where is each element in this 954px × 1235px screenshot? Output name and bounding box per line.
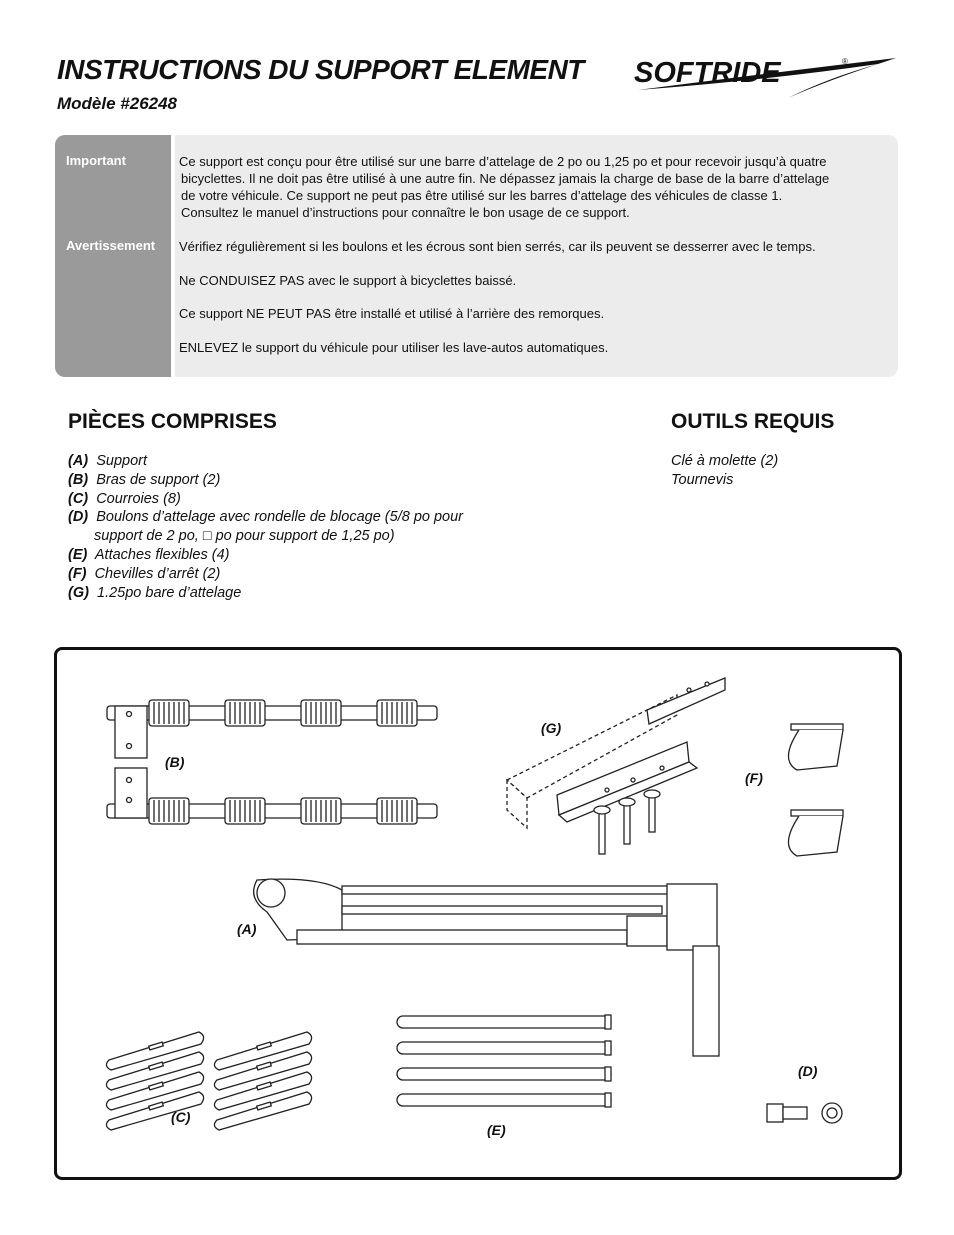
flexible-tie: [397, 1041, 611, 1055]
important-text: [179, 153, 893, 221]
parts-diagram: [54, 647, 902, 1180]
brand-wordmark: SOFTRIDE: [634, 57, 781, 89]
notice-sidebar: [55, 135, 175, 377]
important-label: Important: [66, 153, 126, 168]
hitch-bolt: [767, 1103, 842, 1123]
warning-item: Vérifiez régulièrement si les boulons et les écrous sont bien serrés, car ils peuvent se desserrer avec le temps.: [179, 239, 816, 254]
important-line: Consultez le manuel d’instructions pour connaître le bon usage de ce support.: [181, 205, 630, 220]
list-item: (D) Boulons d’attelage avec rondelle de blocage (5/8 po pour: [68, 509, 463, 526]
label-d: (D): [798, 1063, 818, 1079]
list-item: Tournevis: [671, 471, 734, 488]
list-item: (C) Courroies (8): [68, 490, 181, 507]
stop-pin-bottom: [788, 810, 843, 856]
list-item-continuation: support de 2 po, □ po pour support de 1,25 po): [94, 528, 395, 545]
parts-list: [68, 452, 528, 602]
list-item: (B) Bras de support (2): [68, 471, 221, 488]
warning-item: Ne CONDUISEZ PAS avec le support à bicyclettes baissé.: [179, 273, 517, 288]
tools-heading: OUTILS REQUIS: [671, 410, 835, 433]
clamp: [225, 798, 265, 824]
clamp: [301, 700, 341, 726]
clamp: [149, 700, 189, 726]
document-title: INSTRUCTIONS DU SUPPORT ELEMENT: [57, 54, 584, 85]
label-e: (E): [487, 1122, 506, 1138]
parts-illustration: [57, 650, 899, 1177]
label-a: (A): [237, 921, 257, 937]
list-item: (G) 1.25po bare d’attelage: [68, 584, 242, 601]
clamp: [377, 798, 417, 824]
notice-panel: [55, 135, 898, 377]
hitch-bar-adapter: [507, 678, 725, 854]
tools-list: [671, 452, 778, 490]
flexible-tie: [397, 1015, 611, 1029]
clamp: [225, 700, 265, 726]
list-item: (F) Chevilles d’arrêt (2): [68, 565, 221, 582]
support-arm-top: [107, 700, 437, 758]
important-line: de votre véhicule. Ce support ne peut pas être utilisé sur les barres d’attelage des véhicules de classe 1.: [181, 188, 783, 203]
list-item: (A) Support: [68, 453, 147, 469]
label-g: (G): [541, 720, 562, 736]
warning-label: Avertissement: [66, 238, 156, 253]
parts-heading: PIÈCES COMPRISES: [68, 410, 277, 433]
important-line: bicyclettes. Il ne doit pas être utilisé à une autre fin. Ne dépassez jamais la charge de base de la barre d’attelage: [181, 171, 830, 186]
clamp: [149, 798, 189, 824]
list-item: (E) Attaches flexibles (4): [68, 546, 230, 563]
warning-item: Ce support NE PEUT PAS être installé et utilisé à l’arrière des remorques.: [179, 306, 605, 321]
warning-item: ENLEVEZ le support du véhicule pour utiliser les lave-autos automatiques.: [179, 340, 609, 355]
important-line: Ce support est conçu pour être utilisé sur une barre d’attelage de 2 po ou 1,25 po et pour recevoir jusqu’à quatre: [179, 154, 827, 169]
main-support: [254, 879, 719, 1056]
stop-pin-top: [788, 724, 843, 770]
straps-group: [106, 1032, 311, 1130]
flexible-tie: [397, 1067, 611, 1081]
support-arm-bottom: [107, 768, 437, 824]
label-c: (C): [171, 1109, 191, 1125]
label-f: (F): [745, 770, 763, 786]
clamp: [301, 798, 341, 824]
list-item: Clé à molette (2): [671, 453, 779, 469]
flexible-ties-group: [397, 1015, 611, 1107]
registered-mark: ®: [842, 57, 848, 66]
label-b: (B): [165, 754, 185, 770]
clamp: [377, 700, 417, 726]
model-number: Modèle #26248: [57, 94, 178, 113]
softride-logo: [628, 50, 900, 102]
flexible-tie: [397, 1093, 611, 1107]
